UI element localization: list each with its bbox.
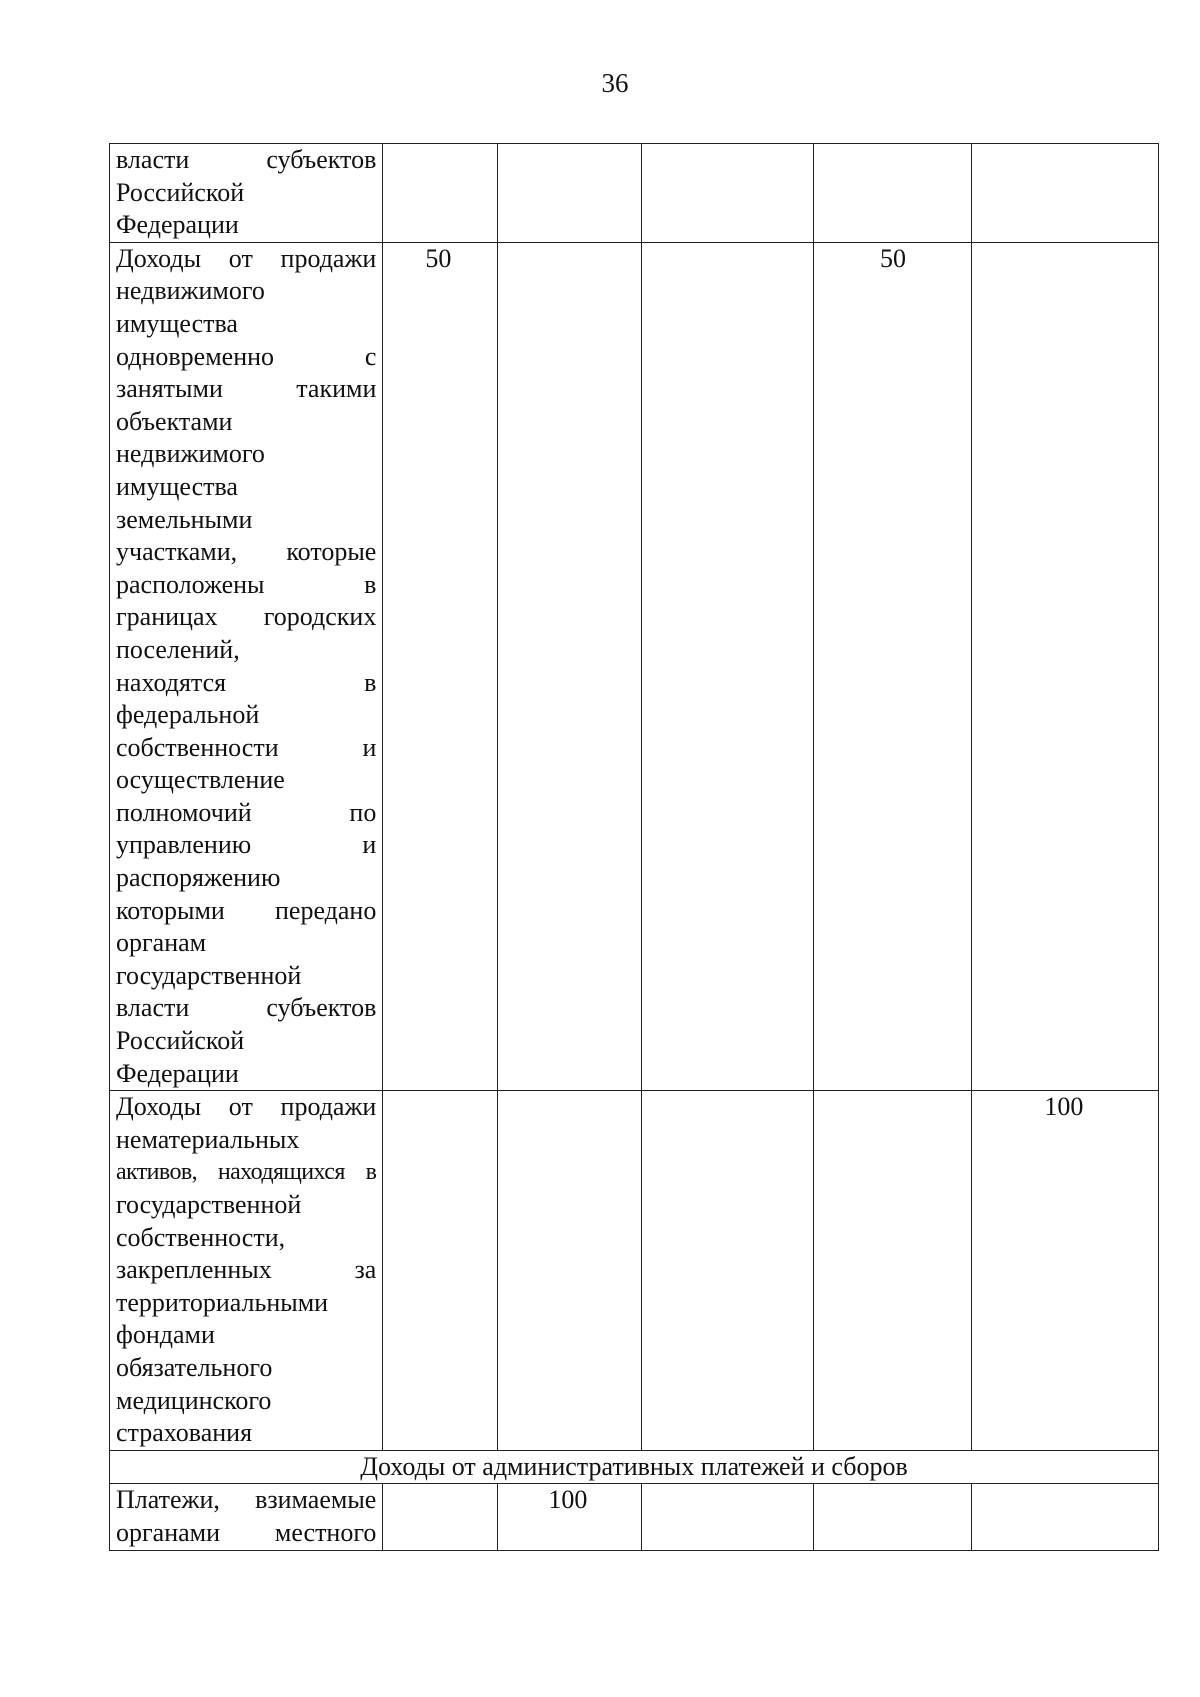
text-line: нематериальных (116, 1124, 300, 1154)
text-line: недвижимого (116, 439, 265, 469)
revenue-name-cell (110, 1091, 383, 1451)
text-line: границах городских (116, 602, 377, 632)
text-line: Доходы от продажи (116, 243, 377, 273)
value-cell (641, 144, 813, 243)
value-cell (972, 144, 1159, 243)
value-cell (383, 144, 498, 243)
value-cell (814, 1484, 972, 1550)
text-line: полномочий по (116, 797, 377, 827)
text-line: поселений, (116, 634, 240, 664)
text-line: Федерации (116, 1058, 239, 1088)
text-line: Платежи, взимаемые (116, 1485, 377, 1515)
value-cell (641, 1484, 813, 1550)
value-cell (972, 242, 1159, 1090)
table-row (110, 1091, 1159, 1451)
text-line: фондами (116, 1320, 215, 1350)
text-line: собственности, (116, 1222, 286, 1252)
page-number: 36 (601, 68, 629, 98)
text-line: обязательного (116, 1352, 273, 1382)
value-cell: 100 (498, 1484, 641, 1550)
text-line: органами местного (116, 1517, 377, 1547)
text-line: Федерации (116, 210, 239, 240)
table-row (110, 242, 1159, 1090)
value-cell (383, 1091, 498, 1451)
text-line: объектами (116, 406, 233, 436)
text-line: закрепленных за (116, 1255, 377, 1285)
text-line: медицинского (116, 1385, 272, 1415)
text-line: занятыми такими (116, 374, 377, 404)
text-line: собственности и (116, 732, 377, 762)
text-line: Российской (116, 177, 245, 207)
table-row (110, 144, 1159, 243)
text-line: осуществление (116, 765, 285, 795)
text-line: одновременно с (116, 341, 377, 371)
revenue-distribution-table (109, 143, 1159, 1551)
text-line: недвижимого (116, 276, 265, 306)
value-cell (641, 1091, 813, 1451)
text-line: государственной (116, 960, 302, 990)
text-line: расположены в (116, 569, 377, 599)
text-line: органам (116, 928, 207, 958)
value-cell (498, 242, 641, 1090)
revenue-name-cell (110, 242, 383, 1090)
table-row (110, 1484, 1159, 1550)
text-line: распоряжению (116, 863, 281, 893)
value-cell: 50 (383, 242, 498, 1090)
text-line: государственной (116, 1190, 302, 1219)
text-line: страхования (116, 1418, 253, 1448)
text-line: власти субъектов (116, 993, 377, 1023)
text-line: Доходы от продажи (116, 1092, 377, 1122)
value-cell (814, 144, 972, 243)
section-header-row (110, 1450, 1159, 1484)
text-line: федеральной (116, 700, 260, 730)
text-line: территориальными (116, 1287, 329, 1317)
text-line: управлению и (116, 830, 377, 860)
text-line: власти субъектов (116, 145, 377, 174)
value-cell (814, 1091, 972, 1451)
text-line: имущества (116, 308, 238, 338)
revenue-name-cell (110, 1484, 383, 1550)
text-line: находятся в (116, 667, 377, 697)
text-line: Российской (116, 1026, 245, 1056)
text-line: участками, которые (116, 537, 377, 567)
text-line: которыми передано (116, 895, 377, 925)
text-line: имущества (116, 471, 238, 501)
value-cell: 50 (814, 242, 972, 1090)
section-header: Доходы от административных платежей и сборов (110, 1450, 1159, 1484)
value-cell (498, 144, 641, 243)
value-cell: 100 (972, 1091, 1159, 1451)
value-cell (641, 242, 813, 1090)
text-line: земельными (116, 504, 253, 534)
value-cell (498, 1091, 641, 1451)
value-cell (972, 1484, 1159, 1550)
revenue-name-cell (110, 144, 383, 243)
text-line: активов, находящихся в (116, 1159, 377, 1186)
value-cell (383, 1484, 498, 1550)
